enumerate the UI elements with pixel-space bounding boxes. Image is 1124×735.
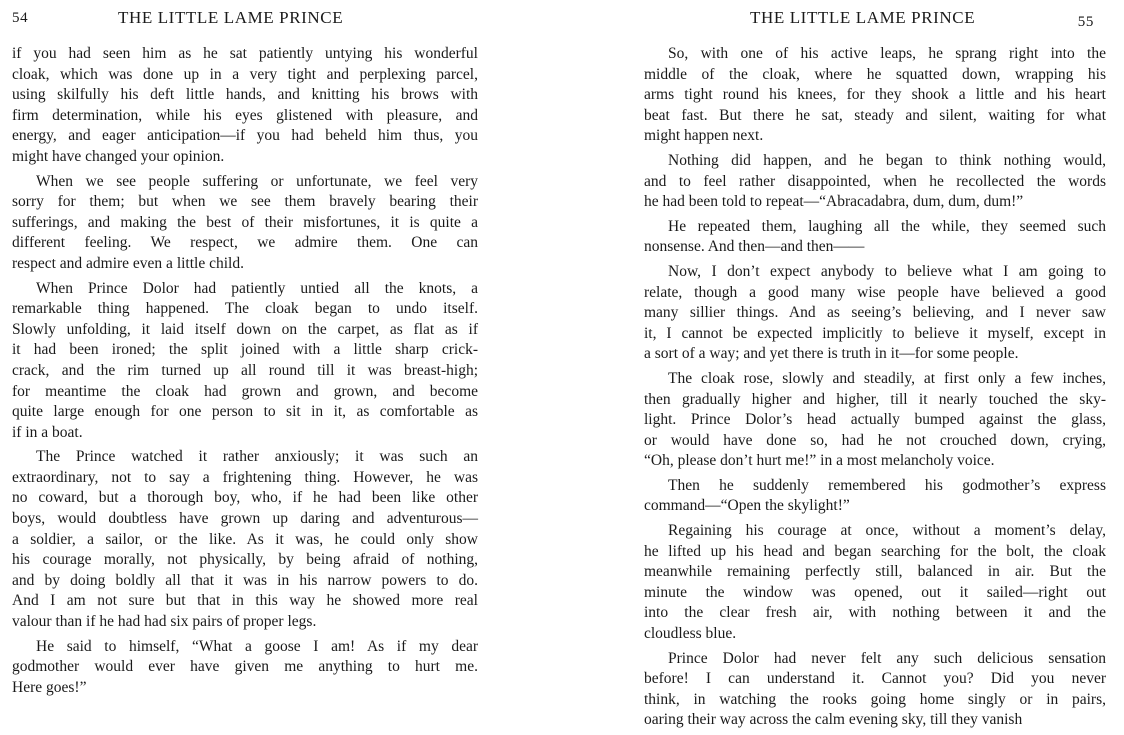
text-line: his courage morally, not physically, by being afraid of nothing, [12,551,478,569]
text-line: Then he suddenly remembered his godmother’s express [668,476,1106,494]
text-line: middle of the cloak, where he squatted down, wrapping his [644,65,1106,83]
left-page [0,0,490,695]
page-number: 55 [1077,14,1094,30]
text-line: Now, I don’t expect anybody to believe what I am going to [668,262,1106,280]
text-line: into the clear fresh air, with nothing between it and the [644,604,1106,622]
text-line: he lifted up his head and began searching for the bolt, the cloak [644,542,1106,560]
running-title: THE LITTLE LAME PRINCE [750,8,976,27]
paragraph [644,521,1106,645]
text-line: extraordinary, not to say a frightening thing. However, he was [12,468,478,486]
paragraph [644,217,1106,258]
text-line: The Prince watched it rather anxiously; it was such an [36,448,478,466]
text-line: using skilfully his deft little hands, and knitting his brows with [12,86,478,104]
text-line: before! I can understand it. Cannot you? Did you never [644,670,1106,688]
paragraph [12,172,478,275]
text-line: Prince Dolor had never felt any such delicious sensation [668,649,1106,667]
paragraph [644,44,1106,147]
text-line: command—“Open the skylight!” [644,497,850,515]
paragraph [644,151,1106,213]
left-page-header [0,8,490,30]
paragraph [12,279,478,444]
text-line: think, in watching the rooks going home singly or in pairs, [644,690,1106,708]
text-line: beat fast. But there he sat, steady and silent, waiting for what [644,106,1106,124]
text-line: boys, would doubtless have grown up daring and adventurous— [12,510,478,528]
text-line: Slowly unfolding, it laid itself down on the carpet, as flat as if [12,320,478,338]
paragraph [12,637,478,699]
paragraph [644,649,1106,731]
text-line: and by doing boldly all that it was in his narrow powers to do. [12,571,478,589]
paragraph [644,476,1106,517]
text-line: a sort of a way; and yet there is truth in it—for some people. [644,345,1019,363]
text-line: He repeated them, laughing all the while, they seemed such [668,217,1106,235]
text-line: nonsense. And then—and then—— [644,238,865,256]
paragraph [644,369,1106,472]
paragraph [12,44,478,168]
text-line: for meantime the cloak had grown and grown, and become [12,382,478,400]
text-line: cloudless blue. [644,625,737,643]
text-line: remarkable thing happened. The cloak began to undo itself. [12,300,478,318]
text-line: firm determination, while his eyes glistened with pleasure, and [12,106,478,124]
text-line: respect and admire even a little child. [12,254,244,272]
page-number: 54 [12,10,29,26]
running-title: THE LITTLE LAME PRINCE [118,8,344,27]
left-page-body [12,44,478,702]
text-line: And I am not sure but that in this way he showed more real [12,592,478,610]
text-line: meanwhile remaining perfectly still, balanced in air. But the [644,563,1106,581]
text-line: a soldier, a sailor, or the like. As it was, he could only show [12,530,478,548]
text-line: cloak, which was done up in a very tight and perplexing parcel, [12,65,478,83]
text-line: no coward, but a thorough boy, who, if he had been like other [12,489,478,507]
text-line: oaring their way across the calm evening sky, till they vanish [644,711,1023,729]
text-line: relate, though a good many wise people have believed a good [644,283,1106,301]
text-line: quite large enough for one person to sit in it, as comfortable as [12,403,478,421]
text-line: Nothing did happen, and he began to think nothing would, [668,151,1106,169]
text-line: sorry for them; but when we see them bravely bearing their [12,193,478,211]
text-line: “Oh, please don’t hurt me!” in a most melancholy voice. [644,452,995,470]
paragraph [12,447,478,632]
text-line: Regaining his courage at once, without a moment’s delay, [668,522,1106,540]
text-line: When Prince Dolor had patiently untied all the knots, a [36,279,478,297]
text-line: different feeling. We respect, we admire them. One can [12,234,478,252]
right-page-body [644,44,1106,735]
text-line: he had been told to repeat—“Abracadabra, dum, dum, dum!” [644,193,1024,211]
text-line: energy, and eager anticipation—if you had beheld him thus, you [12,127,478,145]
text-line: He said to himself, “What a goose I am! As if my dear [36,637,478,655]
text-line: The cloak rose, slowly and steadily, at first only a few inches, [668,369,1106,387]
text-line: When we see people suffering or unfortunate, we feel very [36,172,478,190]
text-line: might have changed your opinion. [12,147,225,165]
text-line: So, with one of his active leaps, he sprang right into the [668,45,1106,62]
text-line: and to feel rather disappointed, when he recollected the words [644,172,1106,190]
text-line: godmother would ever have given me anything to hurt me. [12,658,478,676]
text-line: valour than if he had had six pairs of proper legs. [12,613,317,631]
text-line: then gradually higher and higher, till it nearly touched the sky- [644,390,1106,408]
text-line: minute the window was opened, out it sailed—right out [644,583,1106,601]
text-line: arms tight round his knees, for they shook a little and his heart [644,86,1106,104]
text-line: if in a boat. [12,423,83,441]
text-line: light. Prince Dolor’s head actually bumped against the glass, [644,411,1106,429]
text-line: crack, and the rim turned up all round till it was breast-high; [12,361,478,379]
text-line: might happen next. [644,127,764,145]
right-page [630,0,1124,729]
text-line: Here goes!” [12,678,87,696]
right-page-header [630,8,1124,30]
text-line: or would have done so, had he not crouched down, crying, [644,431,1106,449]
text-line: it, I cannot be expected implicitly to believe it myself, except in [644,324,1106,342]
text-line: many sillier things. And as seeing’s believing, and I never saw [644,304,1106,322]
text-line: if you had seen him as he sat patiently untying his wonderful [12,45,478,62]
text-line: sufferings, and making the best of their misfortunes, it is quite a [12,213,478,231]
text-line: it had been ironed; the split joined with a little sharp crick- [12,341,478,359]
paragraph [644,262,1106,365]
